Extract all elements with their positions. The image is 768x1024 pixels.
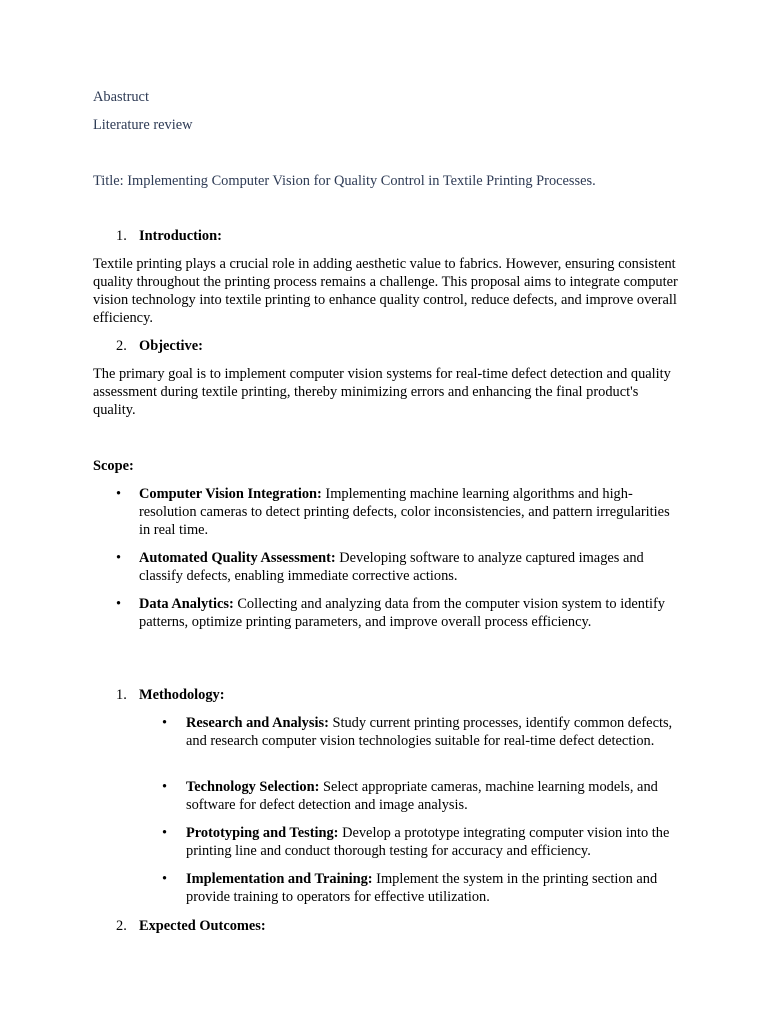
section-title: Expected Outcomes: <box>139 918 266 934</box>
introduction-paragraph: Textile printing plays a crucial role in adding aesthetic value to fabrics. However, ensuring consistent quality throughout the printing process remains a challenge. This proposal aims to integrate computer vision technology into textile printing to enhance quality control, reduce defects, and improve overall efficiency. <box>93 256 678 326</box>
list-item <box>162 714 677 750</box>
document-title: Title: Implementing Computer Vision for Quality Control in Textile Printing Processes. <box>93 173 596 189</box>
item-term: Data Analytics: <box>139 596 234 612</box>
item-text: Implementing machine learning algorithms and high-resolution cameras to detect printing defects, color inconsistencies, and pattern irregularities in real time. <box>139 486 670 538</box>
introduction-heading <box>116 227 676 245</box>
literature-review-heading: Literature review <box>93 117 193 133</box>
bullet-icon: • <box>162 779 168 795</box>
section-number: 2. <box>116 918 127 934</box>
section-title: Methodology: <box>139 687 225 703</box>
item-term: Research and Analysis: <box>186 715 329 731</box>
section-number: 1. <box>116 687 127 703</box>
item-term: Computer Vision Integration: <box>139 486 322 502</box>
section-title: Introduction: <box>139 228 222 244</box>
bullet-icon: • <box>116 550 122 566</box>
item-term: Automated Quality Assessment: <box>139 550 336 566</box>
item-term: Prototyping and Testing: <box>186 825 339 841</box>
section-number: 1. <box>116 228 127 244</box>
bullet-icon: • <box>162 871 168 887</box>
list-item <box>162 870 677 906</box>
bullet-icon: • <box>162 715 168 731</box>
list-item <box>116 595 676 631</box>
methodology-heading <box>116 686 676 704</box>
item-text: Developing software to analyze captured images and classify defects, enabling immediate corrective actions. <box>139 550 644 584</box>
item-text: Study current printing processes, identify common defects, and research computer vision technologies suitable for real-time defect detection. <box>186 715 673 749</box>
item-text: Develop a prototype integrating computer vision into the printing line and conduct thorough testing for accuracy and efficiency. <box>186 825 670 859</box>
item-term: Technology Selection: <box>186 779 320 795</box>
item-text: Select appropriate cameras, machine learning models, and software for defect detection and image analysis. <box>186 779 658 813</box>
bullet-icon: • <box>116 486 122 502</box>
scope-heading: Scope: <box>93 458 134 474</box>
item-term: Implementation and Training: <box>186 871 373 887</box>
expected-outcomes-heading <box>116 917 676 935</box>
list-item <box>162 824 677 860</box>
objective-heading <box>116 337 676 355</box>
objective-paragraph: The primary goal is to implement computer vision systems for real-time defect detection and quality assessment during textile printing, thereby minimizing errors and enhancing the final product's quality. <box>93 366 671 418</box>
list-item <box>162 778 677 814</box>
abstract-heading: Abastruct <box>93 89 149 105</box>
item-text: Collecting and analyzing data from the computer vision system to identify patterns, optimize printing parameters, and improve overall process efficiency. <box>139 596 665 630</box>
list-item <box>116 485 676 539</box>
section-number: 2. <box>116 338 127 354</box>
item-text: Implement the system in the printing section and provide training to operators for effective utilization. <box>186 871 658 905</box>
list-item <box>116 549 676 585</box>
section-title: Objective: <box>139 338 203 354</box>
bullet-icon: • <box>116 596 122 612</box>
bullet-icon: • <box>162 825 168 841</box>
